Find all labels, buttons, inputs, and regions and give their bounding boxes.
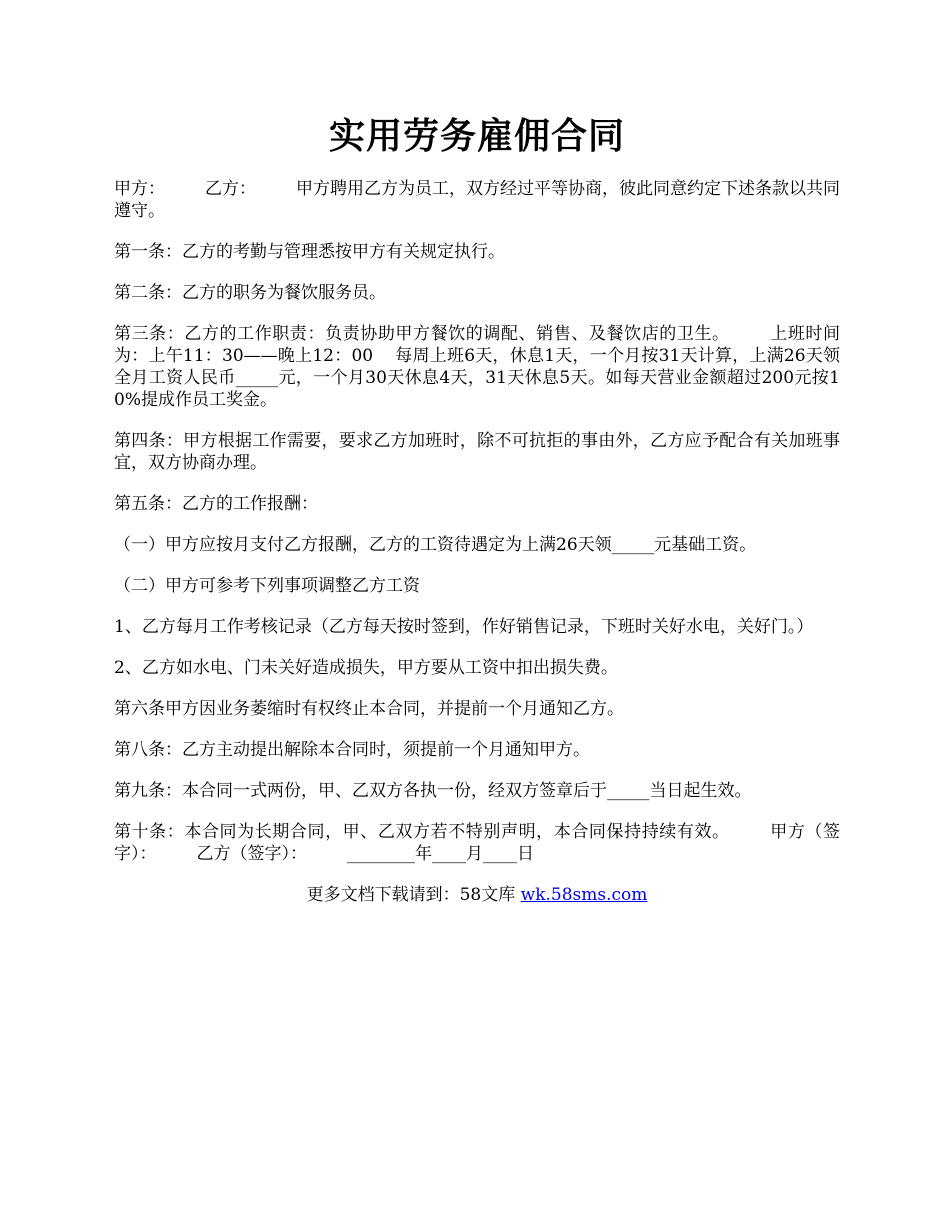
party-a-label: 甲方：	[114, 179, 165, 199]
signature-party-a: 甲方（签字）：	[114, 822, 840, 864]
article-10	[114, 821, 840, 865]
article-3-pay: 每周上班6天，休息1天，一个月按31天计算，上满26天领全月工资人民币_____元，一个月30天休息4天，31天休息5天。如每天营业金额超过200元按10%提成作员工奖金。	[114, 346, 840, 410]
article-5-item-1: （一）甲方应按月支付乙方报酬，乙方的工资待遇定为上满26天领_____元基础工资。	[114, 535, 757, 555]
document-page	[114, 108, 840, 906]
document-title: 实用劳务雇佣合同	[328, 115, 625, 157]
article-9: 第九条：本合同一式两份，甲、乙双方各执一份，经双方签章后于_____当日起生效。	[114, 781, 752, 801]
article-2: 第二条：乙方的职务为餐饮服务员。	[114, 283, 386, 303]
point-1: 1、乙方每月工作考核记录（乙方每天按时签到，作好销售记录，下班时关好水电，关好门。）	[114, 617, 814, 637]
article-10-text: 第十条：本合同为长期合同，甲、乙双方若不特别声明，本合同保持持续有效。	[114, 822, 730, 842]
party-b-label: 乙方：	[205, 179, 256, 199]
article-3-duties: 第三条：乙方的工作职责：负责协助甲方餐饮的调配、销售、及餐饮店的卫生。	[114, 324, 730, 344]
article-8: 第八条：乙方主动提出解除本合同时，须提前一个月通知甲方。	[114, 740, 590, 760]
signature-date: ________年____月____日	[347, 844, 534, 864]
article-6: 第六条甲方因业务萎缩时有权终止本合同，并提前一个月通知乙方。	[114, 699, 624, 719]
footer-prefix: 更多文档下载请到：58文库	[306, 885, 516, 905]
intro-text: 甲方聘用乙方为员工，双方经过平等协商，彼此同意约定下述条款以共同遵守。	[114, 179, 840, 221]
article-3-hours: 上班时间为：上午11：30——晚上12：00	[114, 324, 840, 366]
footer	[114, 884, 840, 906]
point-2: 2、乙方如水电、门未关好造成损失，甲方要从工资中扣出损失费。	[114, 658, 618, 678]
article-1: 第一条：乙方的考勤与管理悉按甲方有关规定执行。	[114, 242, 505, 262]
article-5-item-2: （二）甲方可参考下列事项调整乙方工资	[114, 576, 420, 596]
footer-link[interactable]: wk.58sms.com	[520, 885, 648, 905]
article-5: 第五条：乙方的工作报酬：	[114, 494, 318, 514]
intro-paragraph	[114, 178, 840, 222]
article-4: 第四条：甲方根据工作需要，要求乙方加班时，除不可抗拒的事由外，乙方应予配合有关加班事宜，双方协商办理。	[114, 431, 840, 473]
signature-party-b: 乙方（签字）：	[196, 844, 307, 864]
article-3	[114, 323, 840, 411]
